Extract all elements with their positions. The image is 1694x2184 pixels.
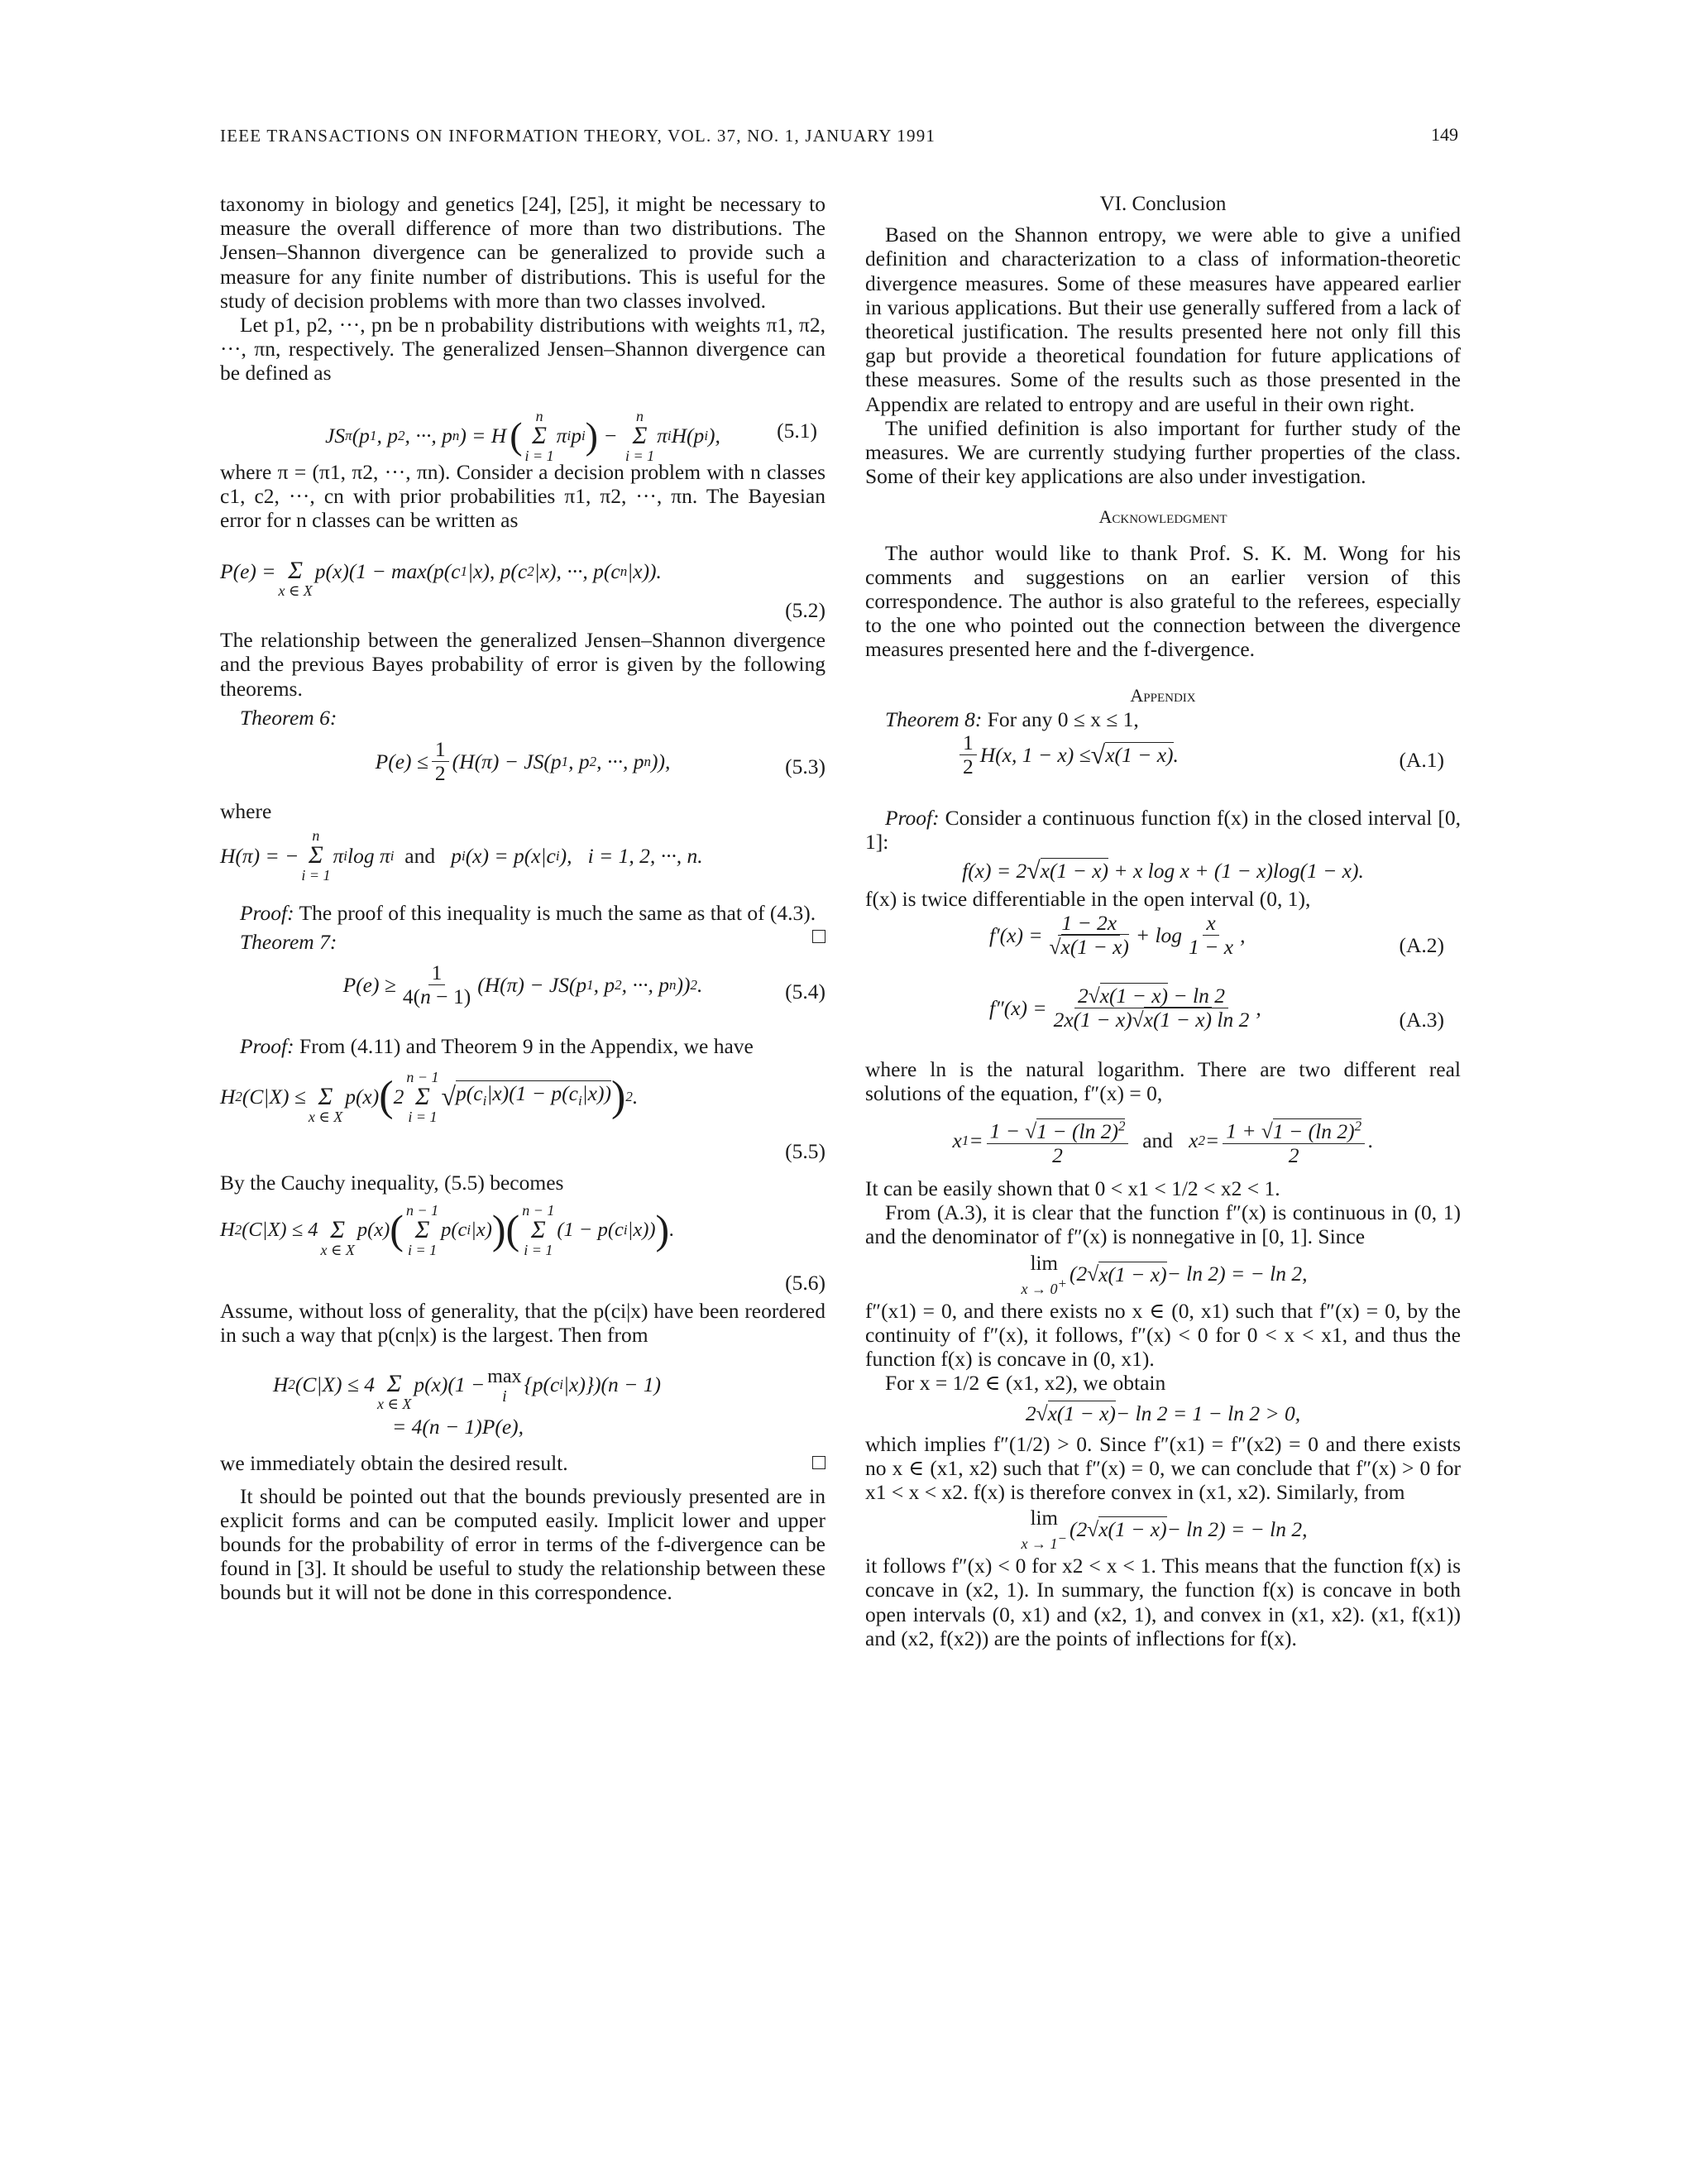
equation-label: (5.3) [785,754,825,779]
paragraph: Assume, without loss of generality, that the p(ci|x) have been reordered in such a way that p(cn|x) is the largest. Then from [220,1299,825,1348]
paragraph: Let p1, p2, ···, pn be n probability distributions with weights π1, π2, ···, πn, respectively. The generalized Jensen–Shannon divergence can be defined as [220,313,825,386]
equation-5-2: P(e) = Σ x ∈ X p(x)(1 − max(p(c 1 |x), p(c 2 |x), ···, p(c n |x)). (5.2) [220,557,825,623]
section-heading-conclusion: VI. Conclusion [1099,193,1227,215]
paragraph: we immediately obtain the desired result. [220,1451,825,1475]
paragraph: From (A.3), it is clear that the function f″(x) is continuous in (0, 1) and the denominator of f″(x) is nonnegative in [0, 1]. Since [865,1200,1461,1249]
proof-6: Proof: The proof of this inequality is much the same as that of (4.3). [220,901,825,925]
equation-5-3: P(e) ≤ $\frac{1}{2}$ (H(π) − JS(p 1 , p 2 , ···, p n )), (5.3) [375,737,825,786]
equation-limit-zero: lim x → 0+ (2 √ x(1 − x) − ln 2) = − ln 2, [1021,1252,1308,1297]
theorem-8: Theorem 8: For any 0 ≤ x ≤ 1, [885,706,1139,731]
left-column [220,192,825,1605]
section-heading-appendix: Appendix [1130,684,1196,706]
equation-half: 2 √ x(1 − x) − ln 2 = 1 − ln 2 > 0, [1025,1401,1301,1426]
equation-label: (5.6) [785,1271,825,1296]
equation-label: (5.1) [777,418,817,443]
equation-final-bound: H 2 (C|X) ≤ 4 Σ x ∈ X p(x)(1 − max i {p(c i |x)})(n − 1) = 4(n − 1)P(e), [273,1366,661,1439]
paragraph: It can be easily shown that 0 < x1 < 1/2 < x2 < 1. [865,1176,1280,1201]
equation-roots: x 1 = $\frac{1 - √1 - (\ln 2)^2}{2}$ and x 2 = $\frac{1 + √1 - (\ln 2)^2}{2}$ . [865,1105,1461,1176]
where-word: where [220,799,272,824]
paragraph: taxonomy in biology and genetics [24], [25], it might be necessary to measure the overall difference of more than two distributions. The Jensen–Shannon divergence can be generalized to provide such a measure for any finite number of distributions. This is useful for the study of decision problems with more than two classes involved. [220,192,825,313]
paragraph: where π = (π1, π2, ···, πn). Consider a decision problem with n classes c1, c2, ···, cn with prior probabilities π1, π2, ···, πn. The Bayesian error for n classes can be written as [220,459,825,533]
equation-5-1: JS π (p 1 , p 2 , ···, p n ) = H ( n Σ i = 1 π i p i ) − n Σ i = 1 π i H(p i ), (5.1) [325,407,817,464]
running-head: IEEE TRANSACTIONS ON INFORMATION THEORY, VOL. 37, NO. 1, JANUARY 1991 [220,126,936,146]
proof-8: Proof: Consider a continuous function f(x) in the closed interval [0, 1]: [865,806,1461,855]
proof-7: Proof: From (4.11) and Theorem 9 in the Appendix, we have [240,1033,754,1058]
paragraph: where ln is the natural logarithm. There are two different real solutions of the equation, f″(x) = 0, [865,1056,1461,1105]
equation-label: (A.2) [1399,932,1444,957]
equation-5-6: H 2 (C|X) ≤ 4 Σ x ∈ X p(x) ( n − 1 Σ i = 1 p(c i |x) )( n − 1 Σ i = 1 (1 − p(c i |x)) ) . (5.6) [220,1202,825,1296]
qed-box [812,1456,825,1469]
qed-box [812,930,825,943]
equation-5-5: H 2 (C|X) ≤ Σ x ∈ X p(x) ( 2 n − 1 Σ i = 1 √ $p(c_i|x)(1 - p(c_i|x))$ ) 2 . (5.5) [220,1068,825,1163]
equation-label: (5.5) [785,1138,825,1163]
paragraph: Based on the Shannon entropy, we were able to give a unified definition and characterization to a class of information-theoretic divergence measures. Some of these measures have appeared earlier in various applications. But their use generally suffered from a lack of theoretical justification. The results presented here not only fill this gap but provide a theoretical foundation for future applications of these measures. Some of the results such as those presented in the Appendix are related to entropy and are useful in their own right. [865,223,1461,416]
right-column [865,192,1461,1650]
equation-label: (A.1) [1399,748,1444,773]
and-word: and [404,843,436,868]
paragraph: it follows f″(x) < 0 for x2 < x < 1. This means that the function f(x) is concave in (x2, 1). In summary, the function f(x) is concave in both open intervals (0, x1) and (x2, 1), and convex in (x1, x2). (x1, f(x1)) and (x2, f(x2)) are the points of inflections for f(x). [865,1554,1461,1650]
equation-a-2: f′(x) = $\frac{1 - 2x}{√x(1 - x)}$ + log $\frac{x}{1 - x}$ , (A.2) [989,910,1444,959]
paragraph: The author would like to thank Prof. S. K. M. Wong for his comments and suggestions on an earlier version of this correspondence. The author is also grateful to the referees, especially to the one who pointed out the connection between the divergence measures presented here and the f-divergence. [865,540,1461,662]
equation-a-1: $\frac{1}{2}$ H(x, 1 − x) ≤ √ x(1 − x) . (A.1) [865,731,1461,789]
equation-label: (A.3) [1399,1007,1444,1032]
paragraph: By the Cauchy inequality, (5.5) becomes [220,1170,564,1195]
section-heading-acknowledgment: Acknowledgment [1098,506,1227,528]
paragraph: It should be pointed out that the bounds previously presented are in explicit forms and can be computed easily. Implicit lower and upper bounds for the probability of error in terms of the f-divergence can be found in [3]. It should be useful to study the relationship between these bounds but it will not be done in this correspondence. [220,1483,825,1605]
theorem-7-label: Theorem 7: [240,930,337,955]
equation-a-3: f″(x) = $\frac{2√x(1 - x) - \ln 2}{2x(1 - x)√x(1 - x) \ln 2}$ , (A.3) [989,983,1444,1032]
paragraph: The unified definition is also important for further study of the measures. We are currently studying further properties of the class. Some of their key applications are also under investigation. [865,415,1461,489]
paragraph: f″(x1) = 0, and there exists no x ∈ (0, x1) such that f″(x) = 0, by the continuity of f″(x), it follows, f″(x) < 0 for 0 < x < x1, and thus the function f(x) is concave in (0, x1). [865,1298,1461,1372]
equation-label: (5.2) [785,598,825,623]
equation-5-4: P(e) ≥ $\frac{1}{4(n - 1)}$ (H(π) − JS(p 1 , p 2 , ···, p n )) 2 . (5.4) [342,960,825,1008]
page-number: 149 [1431,124,1458,145]
equation-f-definition: f(x) = 2 √ x(1 − x) + x log x + (1 − x)log(1 − x). [962,856,1364,884]
paragraph: The relationship between the generalized Jensen–Shannon divergence and the previous Bayes probability of error is given by the following theorems. [220,628,825,701]
paragraph: f(x) is twice differentiable in the open interval (0, 1), [865,887,1311,912]
equation-entropy: H(π) = − n Σ i = 1 π i log π i and p i (x) = p(x|c i ), i = 1, 2, ···, n. [220,827,703,884]
paragraph: which implies f″(1/2) > 0. Since f″(x1) = f″(x2) = 0 and there exists no x ∈ (x1, x2) such that f″(x) = 0, we can conclude that f″(x) > 0 for x1 < x < x2. f(x) is therefore convex in (x1, x2). Similarly, from [865,1431,1461,1504]
equation-label: (5.4) [785,979,825,1003]
equation-limit-one: lim x → 1− (2 √ x(1 − x) − ln 2) = − ln 2, [1021,1507,1308,1553]
paragraph: For x = 1/2 ∈ (x1, x2), we obtain [885,1371,1166,1396]
theorem-6-label: Theorem 6: [240,705,337,730]
